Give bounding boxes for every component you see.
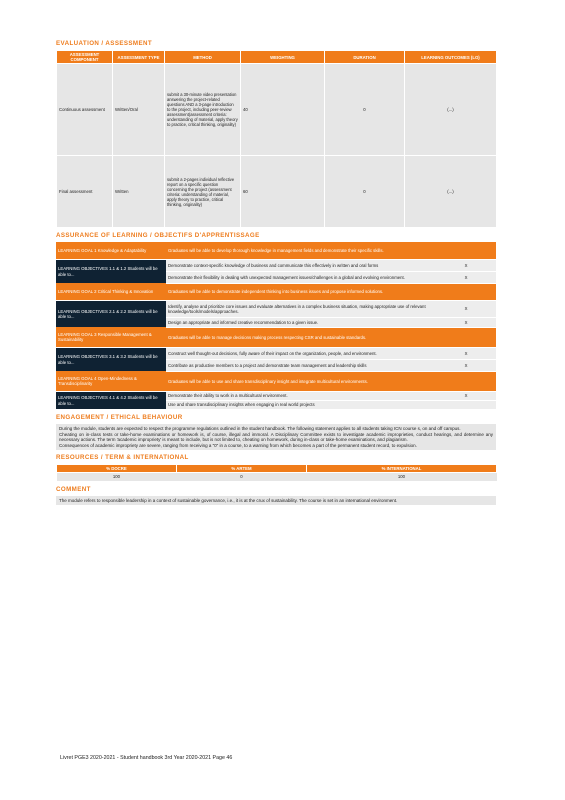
- engagement-text: [56, 424, 496, 450]
- page-footer: Livret PGE3 2020-2021 - Student handbook 3rd Year 2020-2021 Page 46: [60, 755, 233, 761]
- objective-row: [56, 347, 496, 359]
- goal-label: LEARNING GOAL 1 Knowledge & Adaptability: [56, 242, 166, 259]
- header-international: % INTERNATIONAL: [307, 465, 497, 473]
- engagement-paragraph: Consequences of academic impropriety are severe, ranging from receiving a "0" in a course, to a warning from which becomes a part of the permanent student record, to expulsion.: [59, 442, 417, 448]
- objective-label: LEARNING OBJECTIVES 3.1 & 3.2 Students will be able to...: [56, 347, 166, 371]
- goal-label: LEARNING GOAL 4 Open-Mindedness & Transdisciplinarity: [56, 371, 166, 391]
- lo-cell: (...): [405, 64, 497, 156]
- table-row: [57, 473, 497, 481]
- component-cell: Continuous assessment: [57, 64, 113, 156]
- goal-text: Graduates will be able to demonstrate independent thinking into business issues and propose informed solutions.: [166, 283, 496, 300]
- comment-title: COMMENT: [56, 485, 91, 493]
- objective-row: [56, 300, 496, 317]
- objective-item: Demonstrate their flexibility in dealing with unexpected management issues/challenges in a global and evolving environment.: [166, 271, 436, 283]
- objective-item: Use and share transdisciplinary insights when engaging in real world projects: [166, 400, 436, 409]
- goal-text: Graduates will be able to manage decisions making process respecting CSR and sustainable standards.: [166, 327, 496, 347]
- objective-item: Contribute as productive members to a project and demonstrate team management and leadership skills: [166, 359, 436, 371]
- duration-cell: 0: [325, 64, 405, 156]
- goal-label: LEARNING GOAL 3 Responsible Management & Sustainability: [56, 327, 166, 347]
- objective-label: LEARNING OBJECTIVES 1.1 & 1.2 Students will be able to...: [56, 259, 166, 283]
- engagement-paragraph: During the module, students are expected to respect the programme regulations outlined in the student handbook. The following statement applies to all students taking ICN course s, on and off campus.: [59, 425, 461, 431]
- page-content: [56, 40, 496, 505]
- objective-mark: X: [436, 259, 496, 271]
- objective-row: [56, 391, 496, 400]
- objective-item: Demonstrate context-specific knowledge of business and communicate this effectively in written and oral forms: [166, 259, 436, 271]
- header-component: ASSESSMENT COMPONENT: [57, 51, 113, 64]
- objective-item: Design an appropriate and informed creative recommendation to a given issue.: [166, 317, 436, 327]
- objective-mark: X: [436, 317, 496, 327]
- weight-cell: 60: [241, 156, 325, 228]
- evaluation-title: EVALUATION / ASSESSMENT: [56, 40, 153, 47]
- goal-row: [56, 283, 496, 300]
- type-cell: Written/Oral: [113, 64, 165, 156]
- goal-text: Graduates will be able to use and share transdisciplinary insight and integrate multicultural environments.: [166, 371, 496, 391]
- objective-item: Identify, analyse and prioritize core issues and evaluate alternatives in a complex business situation, making appropriate use of relevant knowledge/tools/models/approaches.: [166, 300, 436, 317]
- engagement-paragraph: Cheating on in-class tests or take-home examinations or homework is, of course, illegal and immoral. A Disciplinary Committee exists to investigate academic improprieties, conduct hearings, and determine any necessary actions. The term 'academic impropriety' is meant to include, but is not limited to, cheating on homework, during in-class or take-home examinations, and plagiarism.: [59, 431, 493, 443]
- goal-row: [56, 327, 496, 347]
- resources-table: [56, 464, 497, 480]
- duration-cell: 0: [325, 156, 405, 228]
- goal-text: Graduates will be able to develop thorough knowledge in management fields and demonstrate their specific skills.: [166, 242, 496, 259]
- method-cell: submit a 2-pages individual reflective report on a specific question concerning the project (assessment criteria: understanding of material, apply theory to practice, critical thinking, originality): [165, 156, 241, 228]
- header-method: METHOD: [165, 51, 241, 64]
- docre-value: 100: [57, 473, 177, 481]
- engagement-title: ENGAGEMENT / ETHICAL BEHAVIOUR: [56, 413, 183, 421]
- header-learning-outcomes: LEARNING OUTCOMES (LO): [405, 51, 497, 64]
- objective-mark: X: [436, 300, 496, 317]
- lo-cell: (...): [405, 156, 497, 228]
- header-weighting: WEIGHTING: [241, 51, 325, 64]
- objective-item: Construct well thought-out decisions, fully aware of their impact on the organization, people, and environment.: [166, 347, 436, 359]
- evaluation-header-row: [57, 51, 497, 64]
- assurance-table: [56, 242, 496, 410]
- type-cell: Written: [113, 156, 165, 228]
- goal-row: [56, 371, 496, 391]
- resources-header-row: [57, 465, 497, 473]
- resources-title: RESOURCES / TERM & INTERNATIONAL: [56, 454, 189, 462]
- header-docre: % DOCRE: [57, 465, 177, 473]
- goal-row: [56, 242, 496, 259]
- objective-mark: [436, 400, 496, 409]
- header-duration: DURATION: [325, 51, 405, 64]
- objective-mark: X: [436, 271, 496, 283]
- objective-mark: X: [436, 359, 496, 371]
- objective-label: LEARNING OBJECTIVES 2.1 & 2.2 Students will be able to...: [56, 300, 166, 327]
- assurance-title: ASSURANCE OF LEARNING / OBJECTIFS D'APPRENTISSAGE: [56, 232, 260, 240]
- objective-label: LEARNING OBJECTIVES 4.1 & 4.2 Students will be able to...: [56, 391, 166, 409]
- header-artem: % ARTEM: [177, 465, 307, 473]
- artem-value: 0: [177, 473, 307, 481]
- international-value: 100: [307, 473, 497, 481]
- goal-label: LEARNING GOAL 2 Critical Thinking & Innovation: [56, 283, 166, 300]
- objective-mark: X: [436, 347, 496, 359]
- component-cell: Final assessment: [57, 156, 113, 228]
- objective-item: Demonstrate their ability to work in a multicultural environment.: [166, 391, 436, 400]
- weight-cell: 40: [241, 64, 325, 156]
- objective-row: [56, 259, 496, 271]
- table-row: [57, 156, 497, 228]
- table-row: [57, 64, 497, 156]
- evaluation-table: [56, 50, 497, 228]
- header-type: ASSESSMENT TYPE: [113, 51, 165, 64]
- objective-mark: X: [436, 391, 496, 400]
- comment-text: The module refers to responsible leadership in a context of sustainable governance, i.e., it is at the crux of sustainability. The course is set in an international environment.: [56, 496, 496, 506]
- method-cell: submit a 30-minute video presentation answering the project-related questions AND a 3-page introduction to the project, including peer-review assessment(assessment criteria: understanding of material, apply theory to practice, critical thinking, originality): [165, 64, 241, 156]
